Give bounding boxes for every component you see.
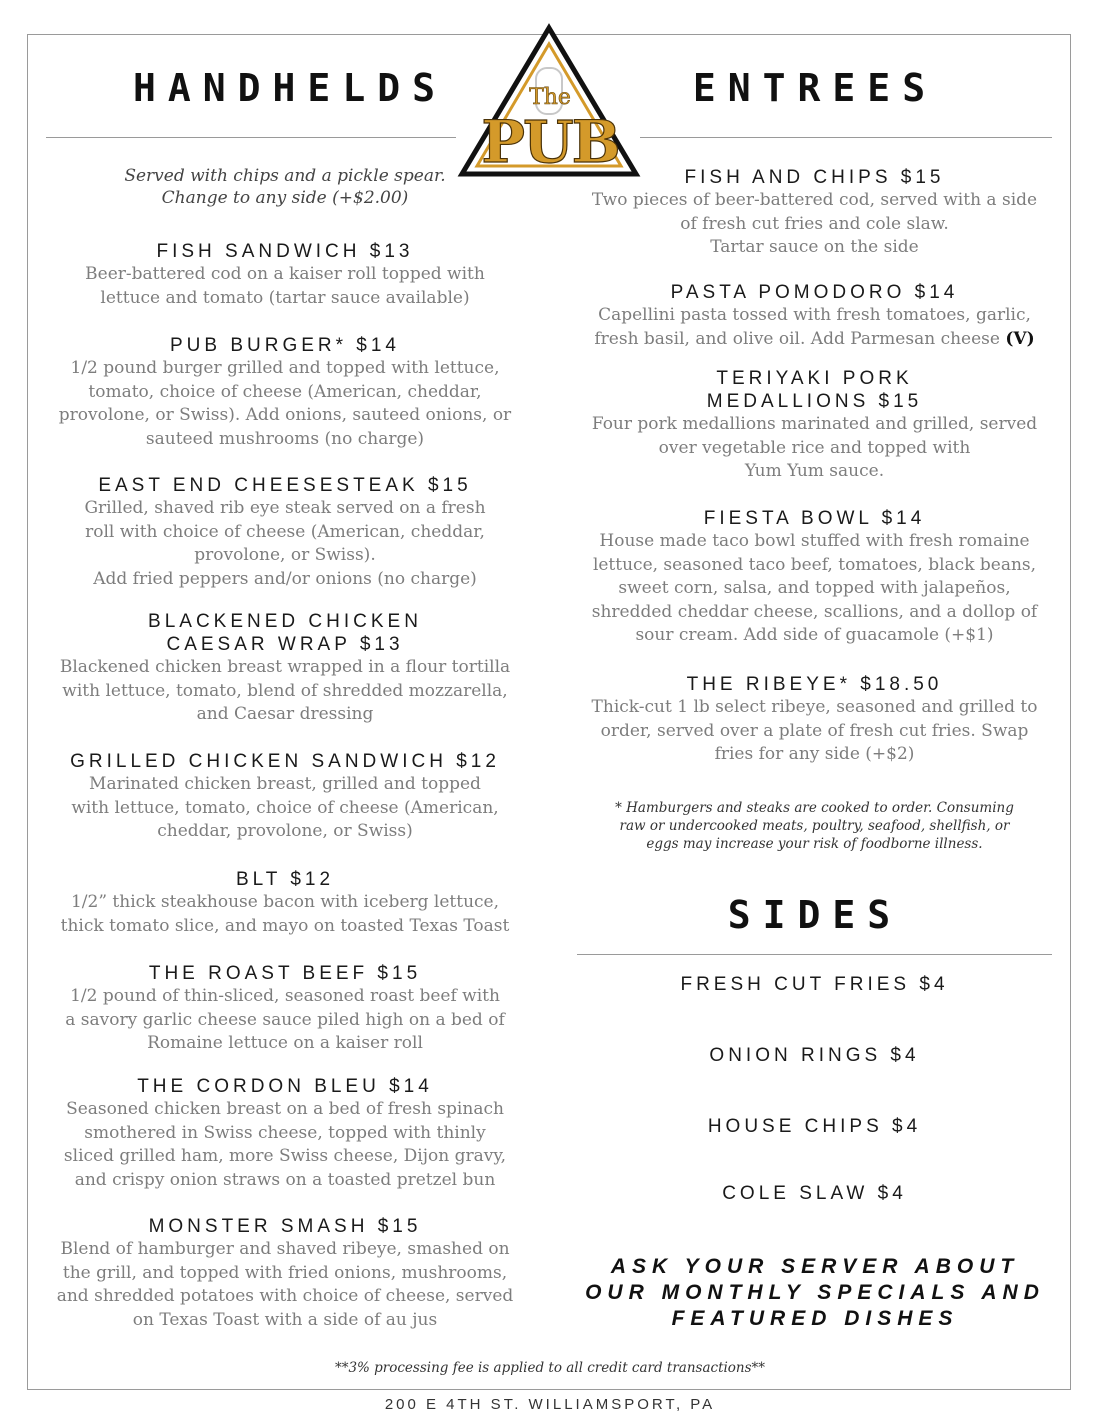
promo-line: ASK YOUR SERVER ABOUT (610, 1255, 1020, 1278)
item-desc: provolone, or Swiss). (194, 545, 376, 565)
item-desc: a savory garlic cheese sauce piled high on a bed of (65, 1009, 505, 1030)
sides-rule (577, 954, 1052, 955)
item-desc: sauteed mushrooms (no charge) (145, 428, 425, 449)
item-desc: cheddar, provolone, or Swiss) (157, 821, 413, 841)
menu-item (577, 281, 1052, 351)
item-desc: Yum Yum sauce. (744, 461, 885, 481)
item-name: PUB BURGER* $14 (169, 335, 400, 356)
side-item: COLE SLAW $4 (722, 1183, 907, 1204)
disclaimer-line: raw or undercooked meats, poultry, seafood, shellfish, or (619, 818, 1010, 834)
item-desc: roll with choice of cheese (American, cheddar, (85, 521, 485, 542)
item-name: BLACKENED CHICKEN (148, 611, 422, 632)
item-desc: Marinated chicken breast, grilled and topped (89, 774, 481, 794)
address: 200 E 4TH ST. WILLIAMSPORT, PA (384, 1396, 716, 1413)
item-name: MEDALLIONS $15 (706, 391, 923, 412)
item-desc: Thick-cut 1 lb select ribeye, seasoned and grilled to (591, 697, 1038, 717)
item-name: TERIYAKI PORK (716, 368, 913, 389)
item-desc: the grill, and topped with fried onions, mushrooms, (62, 1262, 508, 1283)
item-desc: 1/2 pound burger grilled and topped with lettuce, (70, 358, 500, 378)
item-desc: Two pieces of beer-battered cod, served with a side (591, 190, 1038, 210)
item-desc: fries for any side (+$2) (714, 744, 915, 764)
vegetarian-badge: (V) (1005, 328, 1035, 349)
menu-item (46, 334, 524, 451)
item-desc: with lettuce, tomato, choice of cheese (American, (71, 797, 499, 818)
item-desc: 1/2 pound of thin-sliced, seasoned roast beef with (70, 986, 500, 1006)
menu-item (577, 507, 1052, 648)
item-name: THE ROAST BEEF $15 (148, 963, 422, 984)
item-desc: tomato, choice of cheese (American, cheddar, (88, 381, 482, 402)
side-item: HOUSE CHIPS $4 (707, 1116, 922, 1137)
promo-line: FEATURED DISHES (671, 1307, 959, 1330)
menu-item (577, 166, 1052, 260)
entrees-rule (640, 137, 1052, 138)
promo-line: OUR MONTHLY SPECIALS AND (585, 1281, 1045, 1304)
food-safety-disclaimer (577, 799, 1052, 853)
item-desc: Beer-battered cod on a kaiser roll topped with (85, 264, 485, 284)
item-desc: and Caesar dressing (196, 704, 374, 724)
item-desc: shredded cheddar cheese, scallions, and a dollop of (591, 601, 1038, 622)
item-desc: Four pork medallions marinated and grilled, served (591, 414, 1038, 434)
item-desc: lettuce and tomato (tartar sauce available) (100, 287, 470, 308)
item-desc: sliced grilled ham, more Swiss cheese, Dijon gravy, (63, 1146, 507, 1166)
side-item: FRESH CUT FRIES $4 (680, 974, 949, 995)
item-name: EAST END CHEESESTEAK $15 (98, 475, 472, 496)
item-desc: Seasoned chicken breast on a bed of fresh spinach (66, 1099, 504, 1119)
item-desc: Capellini pasta tossed with fresh tomatoes, garlic, (598, 305, 1031, 325)
item-name: FISH SANDWICH $13 (156, 241, 414, 262)
intro-line: Served with chips and a pickle spear. (124, 166, 446, 186)
entrees-title: ENTREES (692, 66, 938, 110)
item-desc: Add fried peppers and/or onions (no charge) (93, 568, 477, 589)
menu-item (46, 610, 524, 727)
item-desc: Grilled, shaved rib eye steak served on a fresh (84, 498, 486, 518)
disclaimer-line: * Hamburgers and steaks are cooked to order. Consuming (615, 800, 1014, 816)
item-desc: order, served over a plate of fresh cut fries. Swap (600, 720, 1029, 741)
item-desc: House made taco bowl stuffed with fresh romaine (599, 531, 1030, 551)
item-name: GRILLED CHICKEN SANDWICH $12 (70, 751, 500, 772)
item-desc: with lettuce, tomato, blend of shredded mozzarella, (62, 680, 508, 701)
item-desc: Romaine lettuce on a kaiser roll (147, 1033, 423, 1053)
item-desc: lettuce, seasoned taco beef, tomatoes, black beans, (592, 554, 1037, 575)
item-desc: sour cream. Add side of guacamole (+$1) (635, 625, 994, 645)
menu-item (46, 1075, 524, 1192)
item-desc-text: fresh basil, and olive oil. Add Parmesan cheese (594, 328, 1000, 349)
item-desc: of fresh cut fries and cole slaw. (680, 213, 949, 234)
pub-logo (456, 22, 642, 180)
handhelds-rule (46, 137, 456, 138)
logo-big-text: PUB (481, 108, 619, 176)
item-desc: Blend of hamburger and shaved ribeye, smashed on (60, 1239, 510, 1259)
intro-line: Change to any side (+$2.00) (161, 188, 409, 208)
item-desc: and crispy onion straws on a toasted pretzel bun (74, 1169, 496, 1190)
item-desc: 1/2” thick steakhouse bacon with iceberg lettuce, (70, 892, 500, 912)
menu-item (46, 474, 524, 591)
menu-item (577, 673, 1052, 767)
menu-item (46, 750, 524, 844)
item-desc: Tartar sauce on the side (710, 237, 919, 257)
menu-item (46, 868, 524, 938)
handhelds-intro (46, 165, 524, 209)
item-name: BLT $12 (235, 869, 335, 890)
item-desc: sweet corn, salsa, and topped with jalapeños, (618, 578, 1011, 598)
logo-small-text: The (529, 85, 571, 110)
menu-item (577, 367, 1052, 484)
handhelds-title: HANDHELDS (133, 66, 447, 110)
item-desc (577, 328, 1052, 352)
item-name: FISH AND CHIPS $15 (684, 167, 945, 188)
item-desc: smothered in Swiss cheese, topped with thinly (84, 1122, 486, 1143)
item-name: THE CORDON BLEU $14 (137, 1076, 433, 1097)
disclaimer-line: eggs may increase your risk of foodborne illness. (646, 836, 983, 852)
item-name: CAESAR WRAP $13 (166, 634, 404, 655)
sides-title: SIDES (727, 893, 903, 937)
menu-item (46, 962, 524, 1056)
processing-fee-note: **3% processing fee is applied to all credit card transactions** (334, 1360, 766, 1376)
item-desc: over vegetable rice and topped with (658, 437, 971, 458)
item-desc: Blackened chicken breast wrapped in a flour tortilla (59, 657, 511, 677)
item-name: MONSTER SMASH $15 (148, 1216, 422, 1237)
item-name: FIESTA BOWL $14 (703, 508, 926, 529)
menu-item (46, 240, 524, 310)
specials-promo (580, 1254, 1050, 1332)
item-desc: and shredded potatoes with choice of cheese, served (56, 1286, 514, 1306)
item-desc: thick tomato slice, and mayo on toasted Texas Toast (60, 915, 510, 936)
item-desc: on Texas Toast with a side of au jus (132, 1309, 438, 1330)
side-item: ONION RINGS $4 (709, 1045, 920, 1066)
item-name: THE RIBEYE* $18.50 (686, 674, 943, 695)
item-desc: provolone, or Swiss). Add onions, sauteed onions, or (58, 405, 512, 425)
menu-item (46, 1215, 524, 1332)
item-name: PASTA POMODORO $14 (670, 282, 959, 303)
